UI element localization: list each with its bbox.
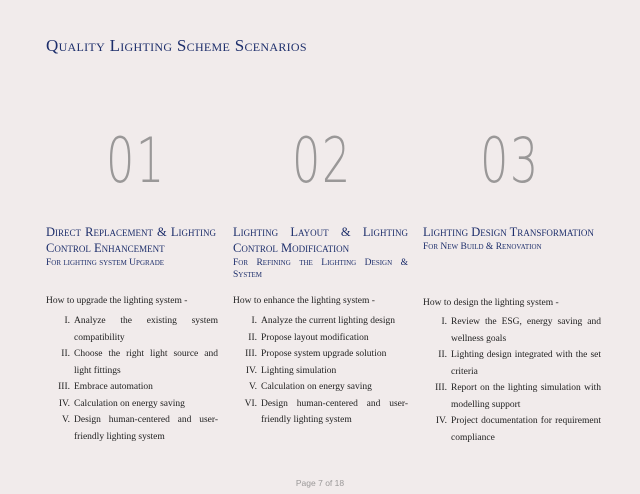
scenario-list-1 [46, 313, 218, 445]
list-item: II. Propose layout modification [248, 332, 369, 343]
list-item: III. Embrace automation [58, 382, 153, 392]
scenario-list-3 [423, 314, 601, 446]
list-item: IV. Project documentation for requirement compliance [435, 416, 601, 443]
list-item: IV. Lighting simulation [245, 365, 337, 376]
scenario-intro-3: How to design the lighting system - [423, 298, 559, 308]
scenario-number-3: 03 [480, 124, 540, 197]
scenario-heading-1: Direct Replacement & Lighting Control Enhancement [46, 225, 216, 255]
scenario-list-2 [233, 313, 408, 429]
list-item: I. Review the ESG, energy saving and wellness goals [441, 317, 601, 344]
scenario-heading-2: Lighting Layout & Lighting Control Modification [233, 225, 408, 255]
list-item: II. Lighting design integrated with the set criteria [438, 350, 601, 377]
list-item: I. Analyze the current lighting design [251, 316, 396, 326]
scenario-subheading-1: For lighting system Upgrade [46, 258, 165, 268]
list-item: I. Analyze the existing system compatibility [64, 316, 218, 343]
list-item: VI. Design human-centered and user-friendly lighting system [244, 398, 408, 425]
page-title: Quality Lighting Scheme Scenarios [46, 36, 307, 55]
scenario-subheading-2: For Refining the Lighting Design & System [233, 258, 408, 280]
list-item: IV. Calculation on energy saving [58, 398, 185, 409]
list-item: V. Design human-centered and user-friendly lighting system [61, 415, 218, 442]
list-item: II. Choose the right light source and light fittings [61, 349, 218, 376]
scenario-subheading-3: For New Build & Renovation [423, 242, 542, 252]
scenario-intro-2: How to enhance the lighting system - [233, 296, 375, 306]
scenario-number-1: 01 [106, 124, 166, 197]
list-item: V. Calculation on energy saving [248, 382, 372, 392]
scenario-number-2: 02 [292, 124, 352, 197]
scenario-header-2 [233, 224, 408, 281]
list-item: III. Report on the lighting simulation with modelling support [435, 383, 601, 410]
page-footer: Page 7 of 18 [295, 478, 345, 488]
scenario-intro-1: How to upgrade the lighting system - [46, 296, 188, 306]
scenario-heading-3: Lighting Design Transformation [423, 225, 594, 239]
list-item: III. Propose system upgrade solution [245, 349, 387, 359]
scenario-header-1 [46, 224, 216, 269]
scenario-header-3 [423, 224, 603, 253]
